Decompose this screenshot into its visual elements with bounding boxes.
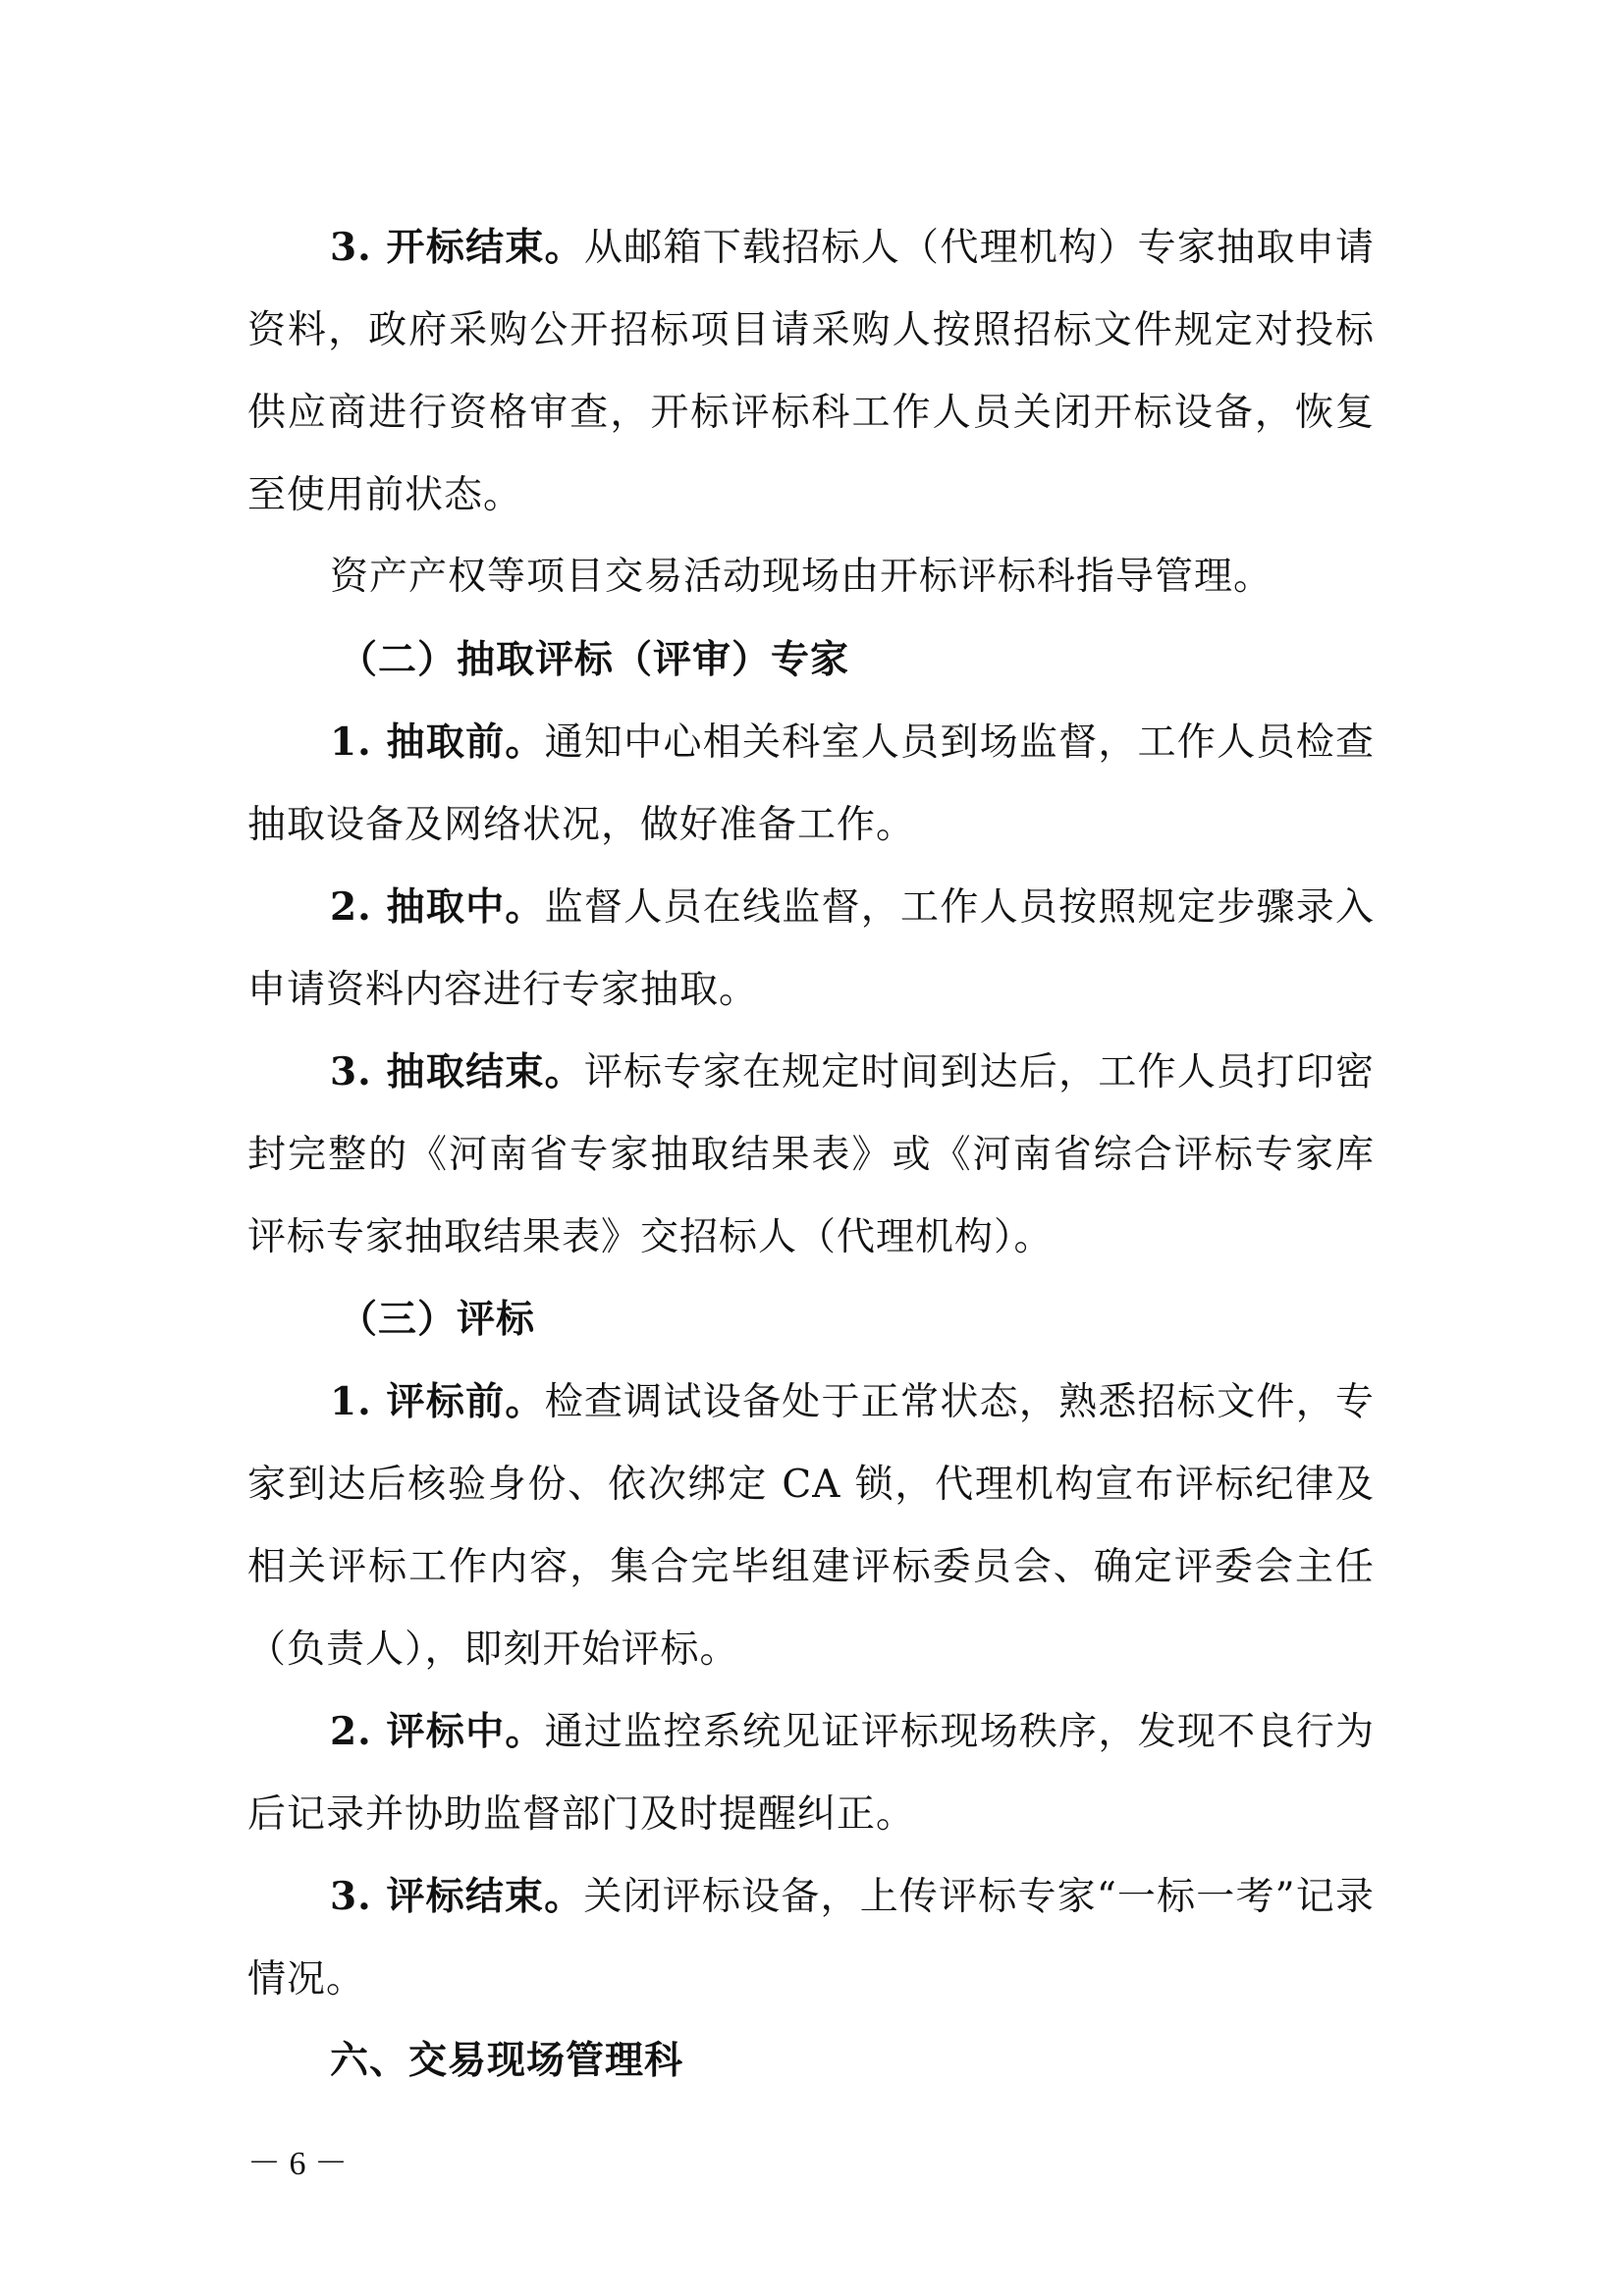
paragraph-body: 关闭评标设备，上传评标专家“一标一考”记录情况。 xyxy=(247,1875,1375,2002)
paragraph-body: 通知中心相关科室人员到场监督，工作人员检查抽取设备及网络状况，做好准备工作。 xyxy=(247,721,1375,847)
page-number: － 6 － xyxy=(247,2146,348,2182)
paragraph-asset-rights xyxy=(247,536,1375,618)
paragraph-opening-end xyxy=(247,206,1375,537)
section-heading-site-management: 六、交易现场管理科 xyxy=(330,2039,684,2083)
paragraph-body: 评标专家在规定时间到达后，工作人员打印密封完整的《河南省专家抽取结果表》或《河南省综合评标专家库评标专家抽取结果表》交招标人（代理机构）。 xyxy=(247,1050,1375,1259)
paragraph-lead: 2. 抽取中。 xyxy=(330,884,545,930)
paragraph-lead: 3. 开标结束。 xyxy=(330,225,584,270)
section-heading-expert-selection: （二）抽取评标（评审）专家 xyxy=(339,637,850,682)
paragraph-during-evaluation xyxy=(247,1690,1375,1856)
section-heading-evaluation: （三）评标 xyxy=(339,1297,536,1342)
paragraph-selection-end xyxy=(247,1031,1375,1279)
paragraph-lead: 2. 评标中。 xyxy=(330,1709,545,1754)
paragraph-before-selection xyxy=(247,701,1375,867)
paragraph-body: 通过监控系统见证评标现场秩序，发现不良行为后记录并协助监督部门及时提醒纠正。 xyxy=(247,1710,1375,1837)
paragraph-lead: 1. 抽取前。 xyxy=(330,720,545,765)
paragraph-lead: 1. 评标前。 xyxy=(330,1379,545,1424)
paragraph-during-selection xyxy=(247,866,1375,1032)
paragraph-before-evaluation xyxy=(247,1361,1375,1691)
paragraph-evaluation-end xyxy=(247,1855,1375,2021)
paragraph-body: 资产产权等项目交易活动现场由开标评标科指导管理。 xyxy=(330,555,1273,599)
paragraph-body: 从邮箱下载招标人（代理机构）专家抽取申请资料，政府采购公开招标项目请采购人按照招标文件规定对投标供应商进行资格审查，开标评标科工作人员关闭开标设备，恢复至使用前状态。 xyxy=(247,226,1375,517)
paragraph-lead: 3. 抽取结束。 xyxy=(330,1049,584,1095)
paragraph-body: 检查调试设备处于正常状态，熟悉招标文件，专家到达后核验身份、依次绑定 CA 锁，代理机构宣布评标纪律及相关评标工作内容，集合完毕组建评标委员会、确定评委会主任（负责人），即刻开始评标。 xyxy=(247,1380,1375,1672)
paragraph-lead: 3. 评标结束。 xyxy=(330,1874,584,1919)
paragraph-body: 监督人员在线监督，工作人员按照规定步骤录入申请资料内容进行专家抽取。 xyxy=(247,885,1375,1012)
